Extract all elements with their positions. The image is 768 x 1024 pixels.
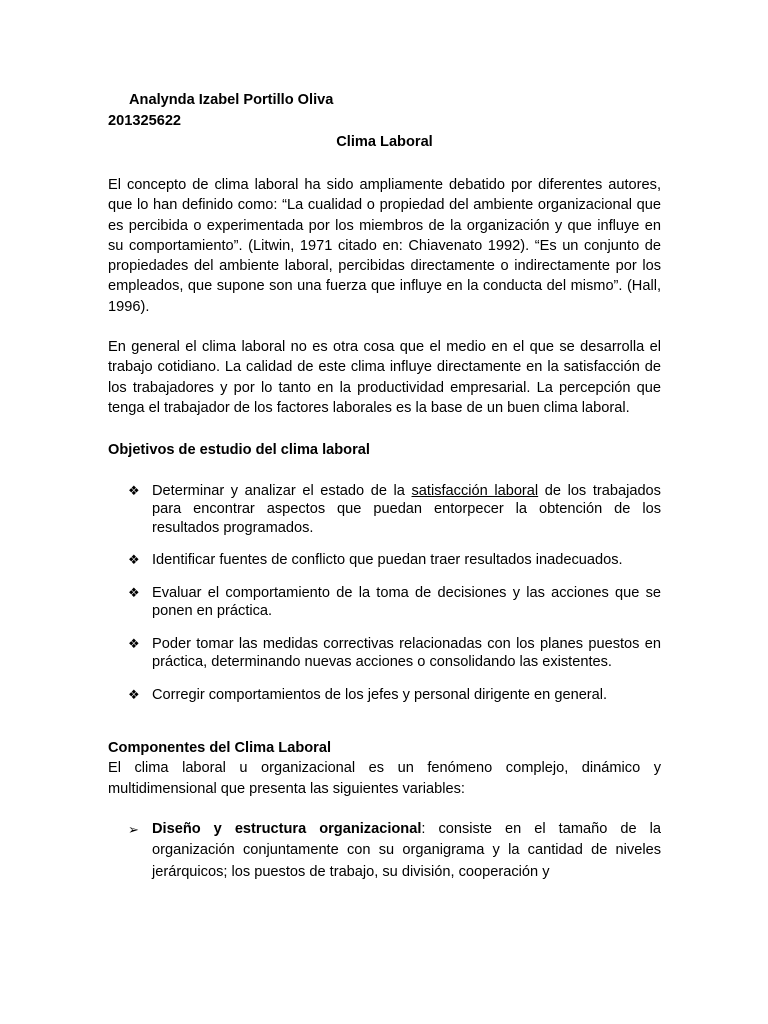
objective-text: Corregir comportamientos de los jefes y personal dirigente en general.: [152, 686, 608, 703]
intro-paragraph-2: En general el clima laboral no es otra cosa que el medio en el que se desarrolla el trabajo cotidiano. La calidad de este clima influye directamente en la satisfacción de los trabajadores y por lo tanto en la productividad empresarial. La percepción que tenga el trabajador de los factores laborales es la base de un buen clima laboral.: [108, 339, 661, 416]
component-title: Diseño y estructura organizacional: [152, 820, 422, 837]
objective-text: Poder tomar las medidas correctivas relacionadas con los planes puestos en práctica, determinando nuevas acciones o consolidando las existentes.: [152, 635, 661, 671]
list-item: [108, 551, 661, 570]
objective-text-before: Determinar y analizar el estado de la: [152, 482, 412, 499]
document-title: Clima Laboral: [336, 134, 433, 150]
component-text: : consiste en el tamaño de la organización conjuntamente con su organigrama y la cantidad de niveles jerárquicos; los puestos de trabajo, su división, cooperación y: [152, 820, 661, 880]
list-item: [108, 482, 661, 538]
diamond-bullet-icon: ❖: [128, 584, 140, 600]
diamond-bullet-icon: ❖: [128, 552, 140, 568]
satisfaccion-laboral-link[interactable]: satisfacción laboral: [411, 482, 539, 499]
objective-text-after: de los trabajados para encontrar aspectos que puedan entorpecer la obtención de los resultados programados.: [152, 482, 661, 536]
author-name: Analynda Izabel Portillo Oliva: [129, 92, 334, 108]
list-item: [108, 635, 661, 672]
document-page: [108, 90, 661, 883]
components-intro: El clima laboral u organizacional es un fenómeno complejo, dinámico y multidimensional que presenta las siguientes variables:: [108, 760, 661, 797]
list-item: [108, 584, 661, 621]
arrow-bullet-icon: ➢: [128, 821, 139, 837]
student-id: 201325622: [108, 113, 182, 129]
components-list: [108, 819, 661, 884]
list-item: [108, 819, 661, 884]
objective-text: Evaluar el comportamiento de la toma de decisiones y las acciones que se ponen en práctica.: [152, 584, 661, 620]
diamond-bullet-icon: ❖: [128, 686, 140, 702]
diamond-bullet-icon: ❖: [128, 635, 140, 651]
intro-paragraph-1: El concepto de clima laboral ha sido ampliamente debatido por diferentes autores, que lo han definido como: “La cualidad o propiedad del ambiente organizacional que es percibida o experimentada por los miembros de la organización y que influye en su comportamiento”. (Litwin, 1971 citado en: Chiavenato 1992). “Es un conjunto de propiedades del ambiente laboral, percibidas directamente o indirectamente por los empleados, que supone son una fuerza que influye en la conducta del mismo”. (Hall, 1996).: [108, 177, 661, 315]
diamond-bullet-icon: ❖: [128, 482, 140, 498]
objectives-heading: Objetivos de estudio del clima laboral: [108, 442, 370, 459]
components-heading: Componentes del Clima Laboral: [108, 740, 331, 757]
list-item: [108, 686, 661, 705]
objective-text: Identificar fuentes de conflicto que puedan traer resultados inadecuados.: [152, 552, 623, 569]
objectives-list: [108, 482, 661, 705]
